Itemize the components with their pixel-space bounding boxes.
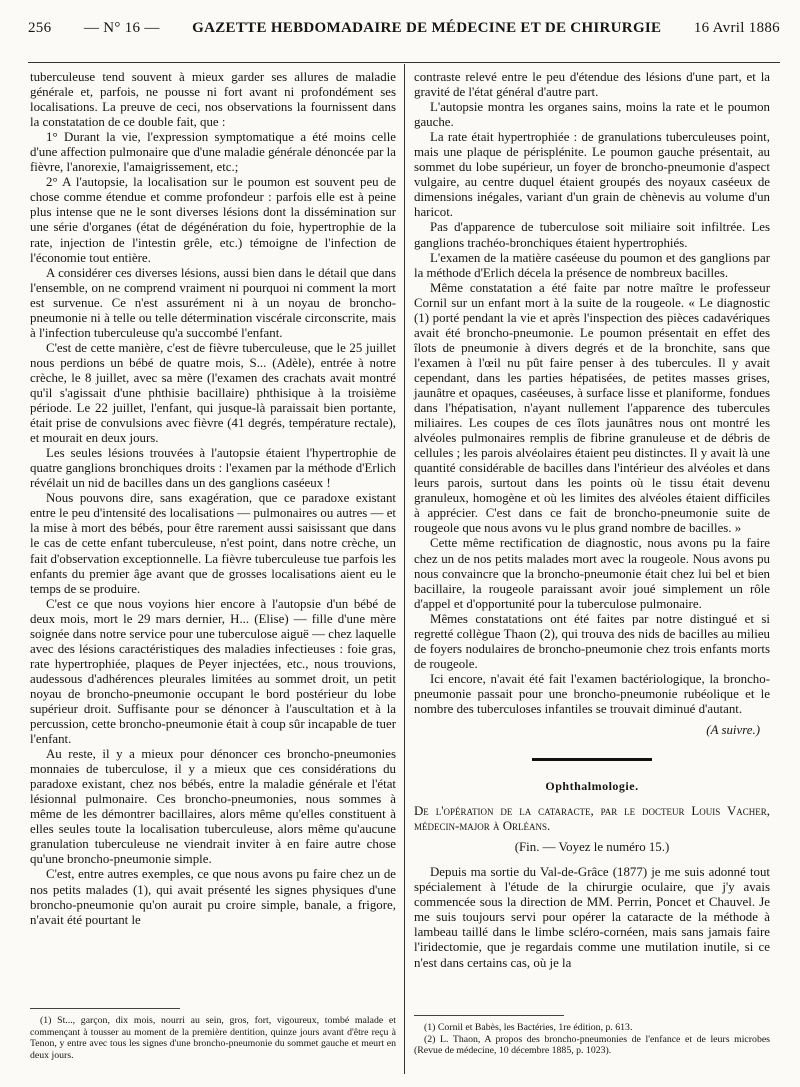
paragraph: La rate était hypertrophiée : de granulations tuberculeuses point, mais une plaque de périsplénite. Le poumon gauche présentait, au sommet du lobe supérieur, un foyer de broncho-pneumonie d'aspect vulgaire, au centre duquel étaient groupés des noyaux caséeux de dimensions inégales, variant d'un grain de chènevis au volume d'un haricot. [414, 130, 770, 220]
footnote: (1) St..., garçon, dix mois, nourri au sein, gros, fort, vigoureux, tombé malade et commençant à tousser au moment de la première dentition, quinze jours avant d'être reçu à Tenon, y entre avec tous les signes d'une broncho-pneumonie du sommet gauche et meurt en deux jours. [30, 1015, 396, 1061]
right-column [414, 70, 770, 971]
paragraph: C'est, entre autres exemples, ce que nous avons pu faire chez un de nos petits malades (1), qui avait présenté les signes physiques d'une broncho-pneumonie qu'on aurait pu croire simple, banale, a frigore, n'avait été pourtant le [30, 867, 396, 927]
paragraph: Nous pouvons dire, sans exagération, que ce paradoxe existant entre le peu d'intensité des localisations — pulmonaires ou autres — et la mise à mort des bébés, pour être rarement aussi saisissant que dans le cas de cette enfant tuberculeuse, n'est point, dans notre crèche, un fait d'observation exceptionnelle. La fièvre tuberculeuse tue parfois les enfants du premier âge avant que de grosses localisations aient eu le temps de se produire. [30, 491, 396, 596]
paragraph: C'est de cette manière, c'est de fièvre tuberculeuse, que le 25 juillet nous perdions un bébé de quatre mois, S... (Adèle), entrée à notre crèche, le 8 juillet, avec sa mère (l'examen des crachats avait montré qu'il s'agissait d'une phthisie bacillaire) phthisique à la troisième période. Le 22 juillet, l'enfant, qui jusque-là paraissait bien portante, était prise de convulsions avec fièvre (41 degrés, température rectale), et mourait en deux jours. [30, 340, 396, 446]
paragraph: Ici encore, n'avait été fait l'examen bactériologique, la broncho-pneumonie passait pour une broncho-pneumonie rubéolique et le nombre des tuberculoses infantiles se trouvait diminué d'autant. [414, 671, 770, 716]
page-header [28, 20, 780, 46]
footnote-rule [414, 1015, 564, 1016]
paragraph: Cette même rectification de diagnostic, nous avons pu la faire chez un de nos petits malades mort avec la rougeole. Nous avons pu nous convaincre que la broncho-pneumonie était chez lui bel et bien bacillaire, la rougeole paraissant avoir joué simplement un rôle d'appel et d'opportunité pour la tuberculose pulmonaire. [414, 536, 770, 611]
issue-date: 16 Avril 1886 [693, 20, 780, 36]
journal-title: GAZETTE HEBDOMADAIRE DE MÉDECINE ET DE CHIRURGIE [192, 20, 662, 36]
paragraph: L'examen de la matière caséeuse du poumon et des ganglions par la méthode d'Erlich décela la présence de nombreux bacilles. [414, 250, 770, 280]
paragraph: Mêmes constatations ont été faites par notre distingué et si regretté collègue Thaon (2), qui trouva des nids de bacilles au milieu de foyers nodulaires de broncho-pneumonie chez trois enfants morts de rougeole. [414, 611, 770, 671]
paragraph: 2° A l'autopsie, la localisation sur le poumon est souvent peu de chose comme étendue et comme profondeur : parfois elle est à peine plus intense que ne le sont diverses lésions dont la dissémination sur une série d'organes (état de dégénération du foie, hypertrophie de la rate, injection de l'intestin grêle, etc.) témoigne de l'infection de l'économie tout entière. [30, 175, 396, 265]
to-be-continued: (A suivre.) [706, 723, 760, 738]
header-rule [28, 62, 780, 63]
article-subtitle: (Fin. — Voyez le numéro 15.) [514, 840, 670, 855]
paragraph: Les seules lésions trouvées à l'autopsie étaient l'hypertrophie de quatre ganglions bronchiques droits : l'examen par la méthode d'Erlich révélait un nid de bacilles dans un des ganglions caséeux ! [30, 446, 396, 491]
paragraph: 1° Durant la vie, l'expression symptomatique a été moins celle d'une affection pulmonaire que d'une maladie générale dénoncée par la fièvre, l'anorexie, l'amaigrissement, etc.; [30, 130, 396, 175]
footnotes-left [30, 1008, 396, 1061]
paragraph: contraste relevé entre le peu d'étendue des lésions d'une part, et la gravité de l'état général d'autre part. [414, 70, 770, 100]
footnote: (1) Cornil et Babès, les Bactéries, 1re édition, p. 613. [424, 1022, 633, 1033]
issue-number: — N° 16 — [83, 20, 160, 36]
section-ornament-rule [532, 758, 652, 761]
page-number: 256 [28, 20, 52, 36]
column-divider [404, 64, 405, 1074]
paragraph: Pas d'apparence de tuberculose soit miliaire soit infiltrée. Les ganglions trachéo-bronchiques étaient hypertrophiés. [414, 220, 770, 250]
footnotes-right [414, 1015, 770, 1057]
paragraph: tuberculeuse tend souvent à mieux garder ses allures de maladie générale et, parfois, ne pousse ni fort avant ni profondément ses localisations. La preuve de ceci, nos observations la fournissent dans la constatation de ce double fait, que : [30, 70, 396, 130]
paragraph: C'est ce que nous voyions hier encore à l'autopsie d'un bébé de deux mois, mort le 29 mars dernier, H... (Elise) — fille d'une mère soignée dans notre service pour une tuberculose aiguë — chez laquelle avec des lésions caractéristiques des maladies infectieuses : foie gras, rate hypertrophiée, plaques de Peyer injectées, etc., nous trouvions, audessous d'adhérences pleurales limitées au sommet droit, un petit noyau de broncho-pneumonie occupant le bord postérieur du lobe supérieur droit. Suffisante pour se dénoncer à l'auscultation et à la percussion, cette broncho-pneumonie était à coup sûr incapable de tuer l'enfant. [30, 596, 396, 747]
paragraph: Au reste, il y a mieux pour dénoncer ces broncho-pneumonies monnaies de tuberculose, il y a mieux que ces considérations du paradoxe existant, chez nos bébés, entre la maladie générale et l'état lésionnal pulmonaire. Ces broncho-pneumonies, nous sommes à même de les démontrer bacillaires, alors même qu'elles constituent à elles seules toute la localisation tuberculeuse, alors même qu'aucune granulation tuberculeuse ne viendrait inviter à en faire autre chose qu'une broncho-pneumonie simple. [30, 747, 396, 867]
section-title: Ophthalmologie. [545, 779, 639, 794]
paragraph: A considérer ces diverses lésions, aussi bien dans le détail que dans l'ensemble, on ne comprend vraiment ni pourquoi ni comment la mort est survenue. Ce n'est assurément ni à un noyau de broncho-pneumonie ni à telle ou telle détermination viscérale circonscrite, mais à l'infection tuberculeuse qu'a succombé l'enfant. [30, 265, 396, 340]
article-body: Depuis ma sortie du Val-de-Grâce (1877) je me suis adonné tout spécialement à l'étude de la chirurgie oculaire, que j'y avais commencée sous la direction de MM. Perrin, Poncet et Chauvel. Je me suis toujours servi pour opérer la cataracte de la méthode à lambeau taillé dans le limbe scléro-cornéen, mais sans jamais faire l'iridectomie, que je regardais comme une mutilation inutile, si ce n'est dans certains cas, où je la [414, 865, 770, 970]
footnote: (2) L. Thaon, A propos des broncho-pneumonies de l'enfance et de leurs microbes (Revue de médecine, 10 décembre 1885, p. 1023). [414, 1033, 770, 1057]
paragraph: Même constatation a été faite par notre maître le professeur Cornil sur un enfant mort à la suite de la rougeole. « Le diagnostic (1) porté pendant la vie et après l'inspection des pièces cadavériques avait été broncho-pneumonie. Le poumon présentait en effet des îlots de pneumonie à divers degrés et de la bronchite, sans que l'examen à l'œil nu pût faire penser à des tubercules. Il y avait cependant, dans les parties hépatisées, de petites masses grises, jaunâtre et opaques, caséeuses, à surface lisse et planiforme, fondues dans l'hépatisation, n'ayant nullement l'apparence des tubercules miliaires. Les coupes de ces îlots jaunâtres nous ont montré les alvéoles pulmonaires remplis de fibrine granuleuse et de débris de cellules ; les parois alvéolaires étaient peu distinctes. Il y avait là une quantité considérable de bacilles dans l'intérieur des alvéoles et dans leurs parois, surtout dans les points où le tissu était devenu granuleux, homogène et où les limites des alvéoles étaient difficiles à apprécier. C'est dans ce fait de broncho-pneumonie suite de rougeole que nous avons vu le plus grand nombre de bacilles. » [414, 280, 770, 536]
footnote-rule [30, 1008, 180, 1009]
paragraph: L'autopsie montra les organes sains, moins la rate et le poumon gauche. [414, 100, 770, 130]
article-title: De l'opération de la cataracte, par le docteur Louis Vacher, médecin-major à Orléans. [414, 804, 770, 834]
left-column [30, 70, 396, 928]
